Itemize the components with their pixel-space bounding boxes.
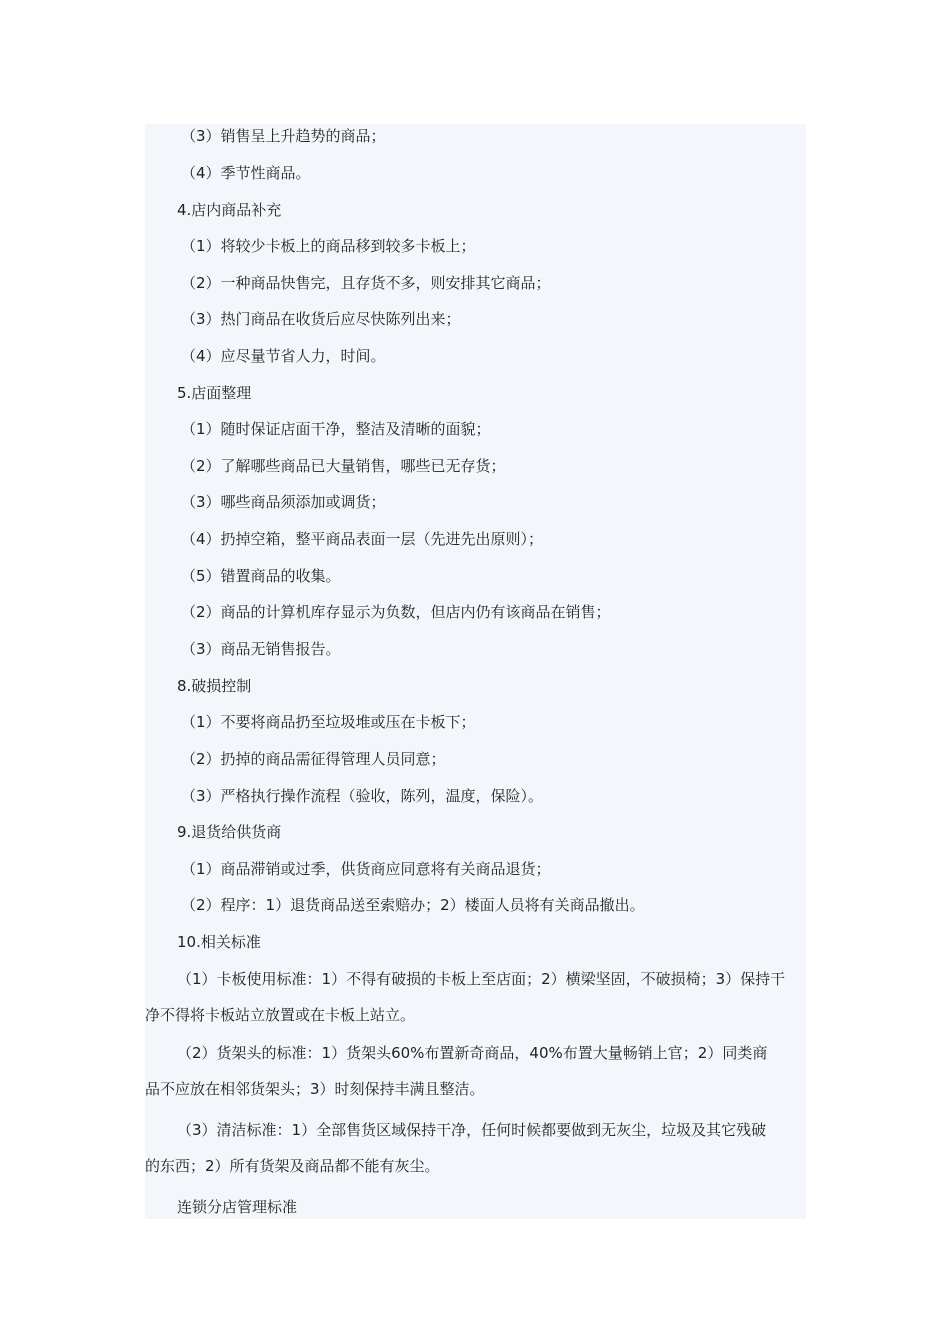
list-item: （5）错置商品的收集。 <box>181 567 341 585</box>
list-item: （4）扔掉空箱，整平商品表面一层（先进先出原则）； <box>181 530 544 548</box>
document-panel <box>145 124 806 1219</box>
list-item: （1）不要将商品扔至垃圾堆或压在卡板下； <box>181 713 476 731</box>
list-item: （4）季节性商品。 <box>181 164 311 182</box>
section-heading: 4.店内商品补充 <box>177 201 282 219</box>
list-item: （2）了解哪些商品已大量销售，哪些已无存货； <box>181 457 506 475</box>
list-item: （4）应尽量节省人力，时间。 <box>181 347 386 365</box>
paragraph-first-line: （3）清洁标准：1）全部售货区域保持干净，任何时候都要做到无灰尘，垃圾及其它残破 <box>177 1121 767 1139</box>
list-item: （1）随时保证店面干净，整洁及清晰的面貌； <box>181 420 491 438</box>
list-item: （2）一种商品快售完，且存货不多，则安排其它商品； <box>181 274 551 292</box>
standard-paragraph <box>145 969 806 1025</box>
list-item: （1）商品滞销或过季，供货商应同意将有关商品退货； <box>181 860 551 878</box>
list-item: （3）哪些商品须添加或调货； <box>181 493 386 511</box>
paragraph-second-line: 品不应放在相邻货架头；3）时刻保持丰满且整洁。 <box>145 1080 485 1098</box>
section-heading: 10.相关标准 <box>177 933 261 951</box>
section-heading: 9.退货给供货商 <box>177 823 282 841</box>
section-heading: 8.破损控制 <box>177 677 252 695</box>
standard-paragraph <box>145 1120 806 1176</box>
paragraph-first-line: （1）卡板使用标准：1）不得有破损的卡板上至店面；2）横梁坚固，不破损椅；3）保持干 <box>177 970 786 988</box>
list-item: （3）热门商品在收货后应尽快陈列出来； <box>181 310 461 328</box>
section-heading: 5.店面整理 <box>177 384 252 402</box>
paragraph-second-line: 的东西；2）所有货架及商品都不能有灰尘。 <box>145 1157 440 1175</box>
list-item: （1）将较少卡板上的商品移到较多卡板上； <box>181 237 476 255</box>
list-item: （3）销售呈上升趋势的商品； <box>181 127 386 145</box>
list-item: （2）程序：1）退货商品送至索赔办；2）楼面人员将有关商品撤出。 <box>181 896 645 914</box>
list-item: （2）商品的计算机库存显示为负数，但店内仍有该商品在销售； <box>181 603 611 621</box>
standard-paragraph <box>145 1043 806 1099</box>
paragraph-first-line: （2）货架头的标准：1）货架头60%布置新奇商品，40%布置大量畅销上官；2）同类商 <box>177 1044 768 1062</box>
paragraph-second-line: 净不得将卡板站立放置或在卡板上站立。 <box>145 1006 416 1024</box>
list-item: （2）扔掉的商品需征得管理人员同意； <box>181 750 446 768</box>
list-item: （3）严格执行操作流程（验收，陈列，温度，保险）。 <box>181 787 544 805</box>
footer-title: 连锁分店管理标准 <box>177 1198 298 1216</box>
list-item: （3）商品无销售报告。 <box>181 640 341 658</box>
